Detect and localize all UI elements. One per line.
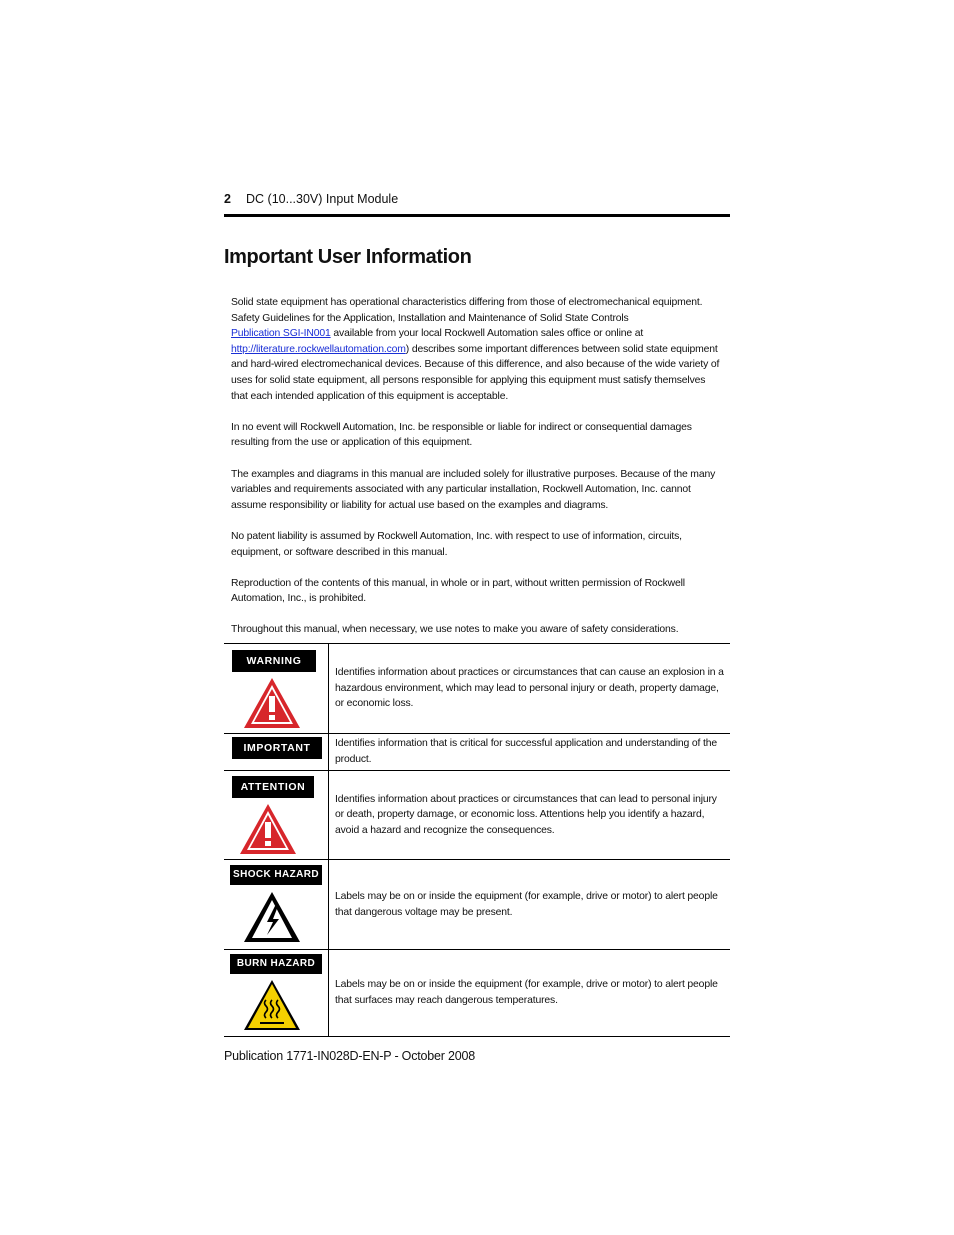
lightning-triangle-icon: [242, 890, 302, 944]
burn-hazard-row: [224, 950, 730, 1037]
running-header: [224, 192, 730, 206]
warning-text: Identifies information about practices or circumstances that can cause an explosion in a hazardous environment, which may lead to personal injury or death, property damage, or economic loss.: [329, 644, 731, 734]
attention-row: [224, 771, 730, 860]
body-text: [231, 295, 723, 654]
literature-url-link[interactable]: http://literature.rockwellautomation.com: [231, 343, 406, 355]
burn-hazard-text: Labels may be on or inside the equipment (for example, drive or motor) to alert people that surfaces may reach dangerous temperatures.: [329, 950, 731, 1037]
paragraph-6: Throughout this manual, when necessary, we use notes to make you aware of safety considerations.: [231, 624, 679, 636]
warning-label-cell: [224, 644, 329, 734]
safety-notes-table: [224, 643, 730, 1037]
shock-hazard-label-cell: [224, 860, 329, 950]
important-row: [224, 734, 730, 771]
paragraph-1: [231, 295, 723, 404]
header-rule: [224, 214, 730, 217]
warning-row: [224, 644, 730, 734]
important-text: Identifies information that is critical for successful application and understanding of the product.: [329, 734, 731, 771]
attention-text: Identifies information about practices or circumstances that can lead to personal injury or death, property damage, or economic loss. Attentions help you identify a hazard, avoid a hazard and recognize the consequences.: [329, 771, 731, 860]
important-badge: IMPORTANT: [232, 737, 322, 759]
paragraph-1-a: Solid state equipment has operational characteristics differing from those of electromechanical equipment. Safety Guidelines for the Application, Installation and Maintenance of Solid State Controls: [231, 297, 703, 324]
paragraph-3: The examples and diagrams in this manual are included solely for illustrative purposes. Because of the many variables and requirements associated with any particular installation, Rockwell Automation, Inc. cannot assume responsibility or liability for actual use based on the examples and diagrams.: [231, 468, 716, 511]
burn-hazard-label-cell: [224, 950, 329, 1037]
publication-link[interactable]: Publication SGI-IN001: [231, 328, 331, 340]
shock-hazard-badge: SHOCK HAZARD: [230, 865, 322, 885]
publication-footer: Publication 1771-IN028D-EN-P - October 2008: [224, 1049, 476, 1063]
attention-label-cell: [224, 771, 329, 860]
hot-surface-triangle-icon: [242, 978, 302, 1032]
shock-hazard-row: [224, 860, 730, 950]
attention-triangle-icon: [238, 802, 298, 856]
running-title: DC (10...30V) Input Module: [246, 192, 399, 206]
page-number: 2: [224, 192, 231, 206]
paragraph-5: Reproduction of the contents of this manual, in whole or in part, without written permission of Rockwell Automation, Inc., is prohibited.: [231, 577, 685, 605]
paragraph-1-c: ) describes some important differences between solid state equipment and hard-wired electromechanical devices. Because of this difference, and also because of the wide variety of uses for solid state equipment, all persons responsible for applying this equipment must satisfy themselves that each intended application of this equipment is acceptable.: [231, 343, 720, 402]
paragraph-4: No patent liability is assumed by Rockwell Automation, Inc. with respect to use of information, circuits, equipment, or software described in this manual.: [231, 530, 682, 558]
paragraph-2: In no event will Rockwell Automation, Inc. be responsible or liable for indirect or consequential damages resulting from the use or application of this equipment.: [231, 421, 692, 449]
shock-hazard-text: Labels may be on or inside the equipment (for example, drive or motor) to alert people that dangerous voltage may be present.: [329, 860, 731, 950]
attention-badge: ATTENTION: [232, 776, 314, 798]
important-label-cell: [224, 734, 329, 771]
paragraph-1-b: available from your local Rockwell Automation sales office or online at: [330, 328, 644, 340]
warning-badge: WARNING: [232, 650, 316, 672]
warning-triangle-icon: [242, 676, 302, 730]
burn-hazard-badge: BURN HAZARD: [230, 954, 322, 974]
page-title: Important User Information: [224, 246, 472, 268]
